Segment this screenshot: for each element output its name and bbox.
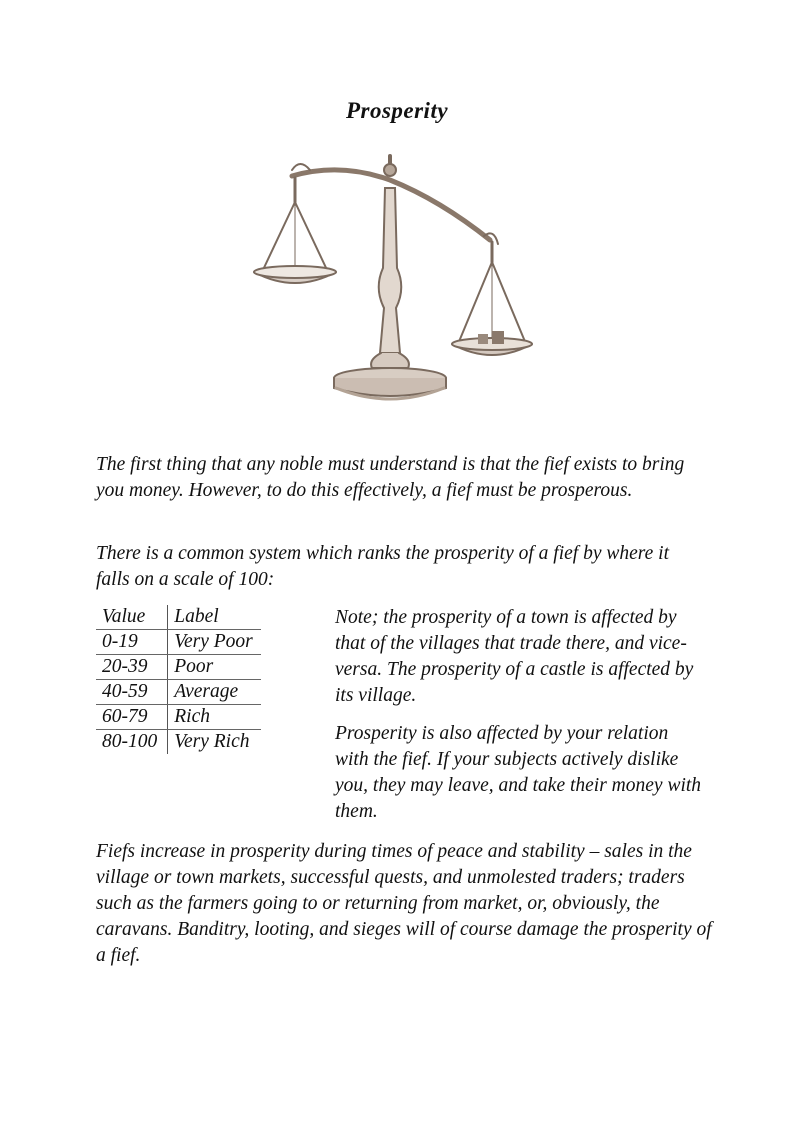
- row-value: 40-59: [96, 680, 168, 705]
- table-row: [96, 680, 261, 705]
- relation-paragraph: Prosperity is also affected by your relation with the fief. If your subjects actively dislike you, they may leave, and take their money with them.: [335, 723, 702, 822]
- row-label: Very Poor: [168, 630, 261, 655]
- balance-scale-icon: [240, 148, 560, 416]
- scale-paragraph: There is a common system which ranks the prosperity of a fief by where it falls on a scale of 100:: [96, 543, 670, 590]
- row-value: 60-79: [96, 705, 168, 730]
- closing-paragraph: Fiefs increase in prosperity during times of peace and stability – sales in the village or town markets, successful quests, and unmolested traders; traders such as the farmers going to or returning from market, or, obviously, the caravans. Banditry, looting, and sieges will of course damage the prosperity of a fief.: [96, 841, 712, 966]
- column-header-label: Label: [168, 605, 261, 630]
- prosperity-table: [96, 605, 261, 754]
- table-header-row: [96, 605, 261, 630]
- table-row: [96, 705, 261, 730]
- row-label: Average: [168, 680, 261, 705]
- row-value: 0-19: [96, 630, 168, 655]
- column-header-value: Value: [96, 605, 168, 630]
- row-label: Very Rich: [174, 731, 250, 752]
- page-title: Prosperity: [345, 98, 449, 123]
- table-row: [96, 730, 261, 755]
- row-label: Poor: [168, 655, 261, 680]
- table-row: [96, 630, 261, 655]
- row-value: 80-100: [96, 730, 168, 755]
- table-row: [96, 655, 261, 680]
- intro-paragraph: The first thing that any noble must understand is that the fief exists to bring you money. However, to do this effectively, a fief must be prosperous.: [96, 454, 685, 501]
- row-label: Rich: [168, 705, 261, 730]
- row-value: 20-39: [96, 655, 168, 680]
- note-paragraph: Note; the prosperity of a town is affected by that of the villages that trade there, and vice-versa. The prosperity of a castle is affected by its village.: [335, 607, 694, 706]
